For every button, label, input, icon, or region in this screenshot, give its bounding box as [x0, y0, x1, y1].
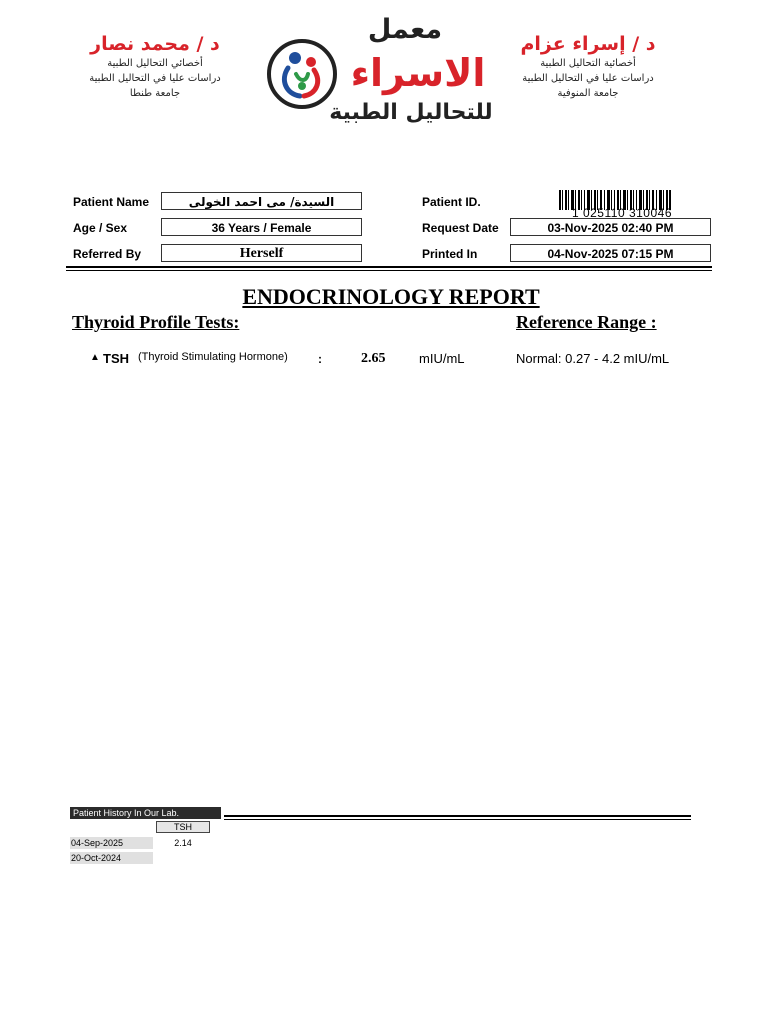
age-sex-label: Age / Sex: [73, 221, 128, 235]
divider-top: [66, 266, 712, 268]
reference-range-header: Reference Range :: [516, 312, 657, 332]
lab-name-line-1: معمل: [367, 14, 443, 45]
test-name: TSH: [103, 351, 129, 366]
abnormal-marker-icon: ▲: [90, 352, 100, 363]
patient-name-field: السيدة/ مى احمد الخولى: [161, 192, 362, 210]
doctor-right-block: [513, 32, 663, 101]
divider-top-thin: [66, 270, 712, 271]
doctor-left-block: [80, 32, 230, 101]
doctor-left-line-3: جامعة طنطا: [129, 88, 181, 99]
history-divider: [224, 815, 691, 817]
request-date-field: 03-Nov-2025 02:40 PM: [510, 218, 711, 236]
lab-name-line-2: الاسراء: [350, 51, 486, 95]
doctor-left-line-1: أخصائي التحاليل الطبية: [107, 58, 203, 69]
doctor-right-line-3: جامعة المنوفية: [557, 88, 619, 99]
doctor-left-name: د / محمد نصار: [90, 33, 220, 55]
test-reference: Normal: 0.27 - 4.2 mIU/mL: [516, 351, 670, 366]
lab-name-line-3: للتحاليل الطبية: [329, 100, 493, 125]
age-sex-field: 36 Years / Female: [161, 218, 362, 236]
history-row-date: 04-Sep-2025: [70, 837, 153, 849]
doctor-left-line-2: دراسات عليا في التحاليل الطبية: [89, 73, 221, 84]
printed-in-field: 04-Nov-2025 07:15 PM: [510, 244, 711, 262]
referred-by-field: Herself: [161, 244, 362, 262]
section-title: Thyroid Profile Tests:: [72, 312, 240, 332]
history-column-tsh: TSH: [156, 821, 210, 833]
test-unit: mIU/mL: [419, 351, 465, 366]
history-title: Patient History In Our Lab.: [70, 807, 221, 819]
referred-by-label: Referred By: [73, 247, 142, 261]
test-value: 2.65: [361, 351, 386, 366]
printed-in-label: Printed In: [422, 247, 478, 261]
test-full-name: (Thyroid Stimulating Hormone): [138, 351, 288, 363]
doctor-right-name: د / إسراء عزام: [520, 33, 656, 55]
patient-id-value: 1 025110 310046: [571, 206, 672, 220]
history-row-date: 20-Oct-2024: [70, 852, 153, 864]
history-row-value: 2.14: [174, 838, 192, 848]
request-date-label: Request Date: [422, 221, 499, 235]
report-title: ENDOCRINOLOGY REPORT: [242, 284, 540, 309]
doctor-right-line-2: دراسات عليا في التحاليل الطبية: [522, 73, 654, 84]
test-separator: :: [318, 352, 322, 366]
patient-name-label: Patient Name: [73, 195, 150, 209]
doctor-right-line-1: أخصائية التحاليل الطبية: [540, 58, 636, 69]
patient-id-label: Patient ID.: [422, 195, 481, 209]
history-divider-thin: [224, 819, 691, 820]
